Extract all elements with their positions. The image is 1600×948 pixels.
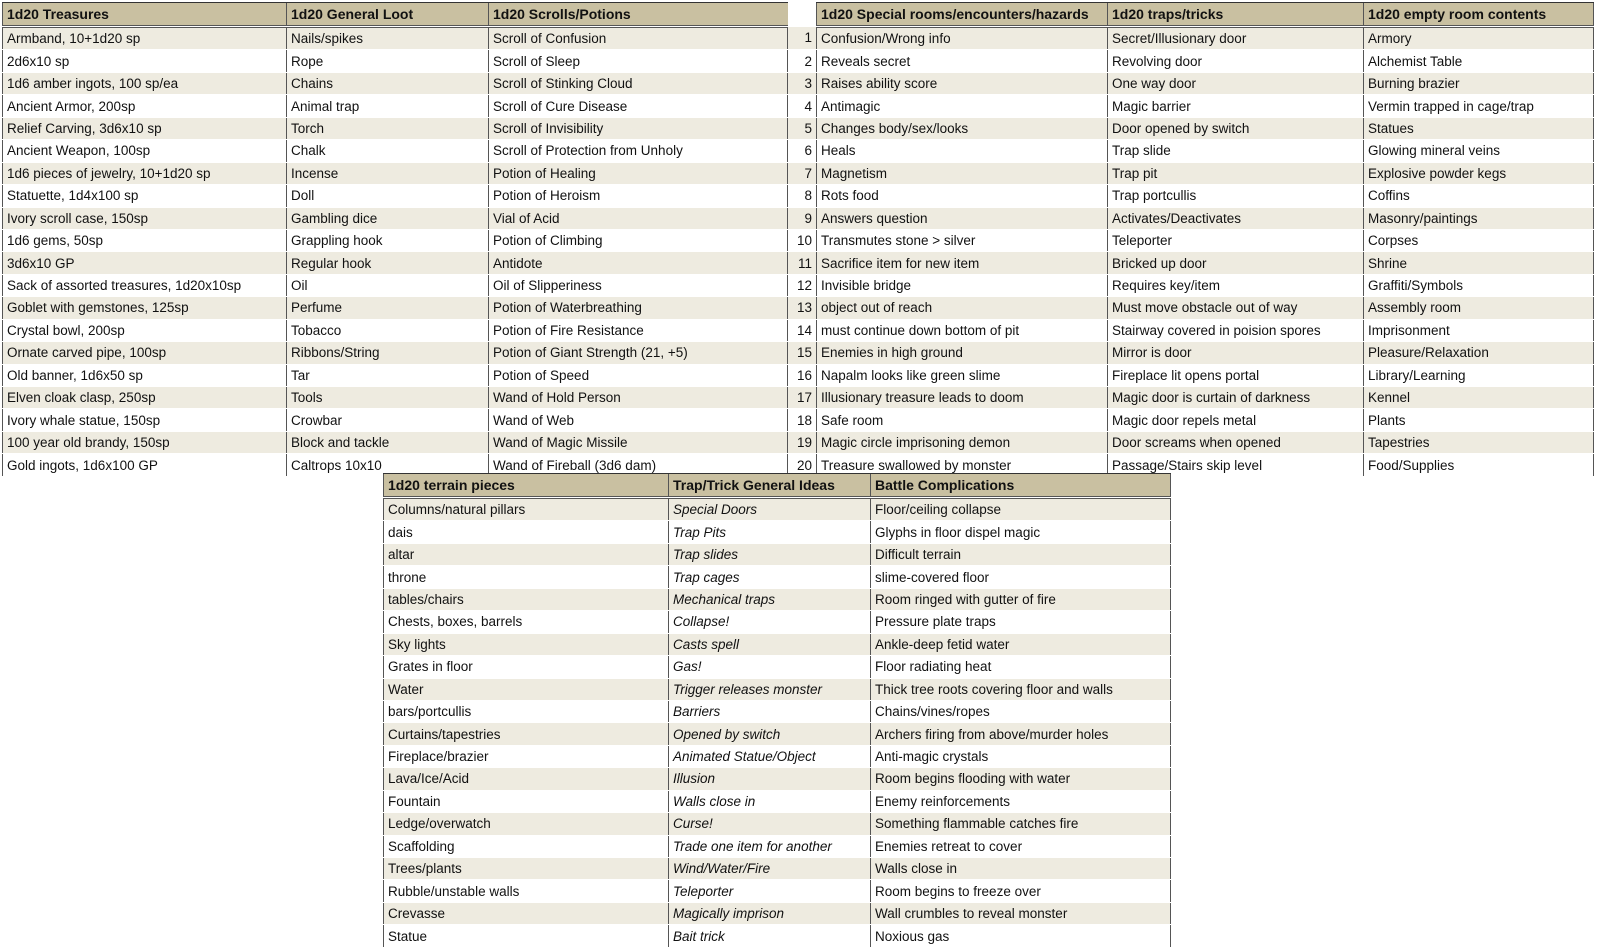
table-cell: Wind/Water/Fire [669,858,871,880]
table-row [384,566,1171,588]
table-row [3,342,1594,364]
table-cell: Ancient Weapon, 100sp [3,140,287,162]
table-cell: Rubble/unstable walls [384,880,669,902]
table-cell: Perfume [287,297,489,319]
table-row [384,588,1171,610]
table-row [384,768,1171,790]
table-cell: Magically imprison [669,902,871,924]
table-cell: Answers question [817,207,1108,229]
table-cell: Wand of Magic Missile [489,431,788,453]
table-cell: Passage/Stairs skip level [1108,454,1364,476]
table-row [3,409,1594,431]
table-cell: Ribbons/String [287,342,489,364]
table-cell: Relief Carving, 3d6x10 sp [3,117,287,139]
table-cell: Illusionary treasure leads to doom [817,387,1108,409]
table-cell: Trap slide [1108,140,1364,162]
table-cell: Glyphs in floor dispel magic [871,521,1171,543]
table-cell: Scroll of Cure Disease [489,95,788,117]
table-cell: Potion of Heroism [489,185,788,207]
table-cell: Anti-magic crystals [871,745,1171,767]
table-cell: Room begins flooding with water [871,768,1171,790]
table-cell: 2d6x10 sp [3,50,287,72]
table-row [3,297,1594,319]
table-row [3,50,1594,72]
table-cell: Wand of Web [489,409,788,431]
table-cell: Animal trap [287,95,489,117]
table-cell: Reveals secret [817,50,1108,72]
table-row [384,745,1171,767]
roll-number: 5 [788,117,817,139]
table-cell: Confusion/Wrong info [817,27,1108,50]
table-cell: Opened by switch [669,723,871,745]
table-row [3,207,1594,229]
table-cell: Trap Pits [669,521,871,543]
table-row [384,543,1171,565]
table-cell: Magnetism [817,162,1108,184]
table-cell: Illusion [669,768,871,790]
table-cell: Casts spell [669,633,871,655]
table-cell: Activates/Deactivates [1108,207,1364,229]
roll-number: 15 [788,342,817,364]
table-cell: Changes body/sex/looks [817,117,1108,139]
table-cell: Ivory scroll case, 150sp [3,207,287,229]
top-column-header [788,3,817,27]
roll-number: 14 [788,319,817,341]
table-cell: Wall crumbles to reveal monster [871,902,1171,924]
table-cell: Mirror is door [1108,342,1364,364]
table-cell: Requires key/item [1108,274,1364,296]
table-row [384,656,1171,678]
table-cell: Scaffolding [384,835,669,857]
table-cell: Trap cages [669,566,871,588]
table-cell: Goblet with gemstones, 125sp [3,297,287,319]
table-cell: Mechanical traps [669,588,871,610]
table-row [3,72,1594,94]
table-cell: Magic circle imprisoning demon [817,431,1108,453]
table-cell: altar [384,543,669,565]
table-cell: Curse! [669,813,871,835]
table-row [384,925,1171,947]
table-cell: Library/Learning [1364,364,1594,386]
top-column-header: 1d20 traps/tricks [1108,3,1364,27]
table-cell: Trigger releases monster [669,678,871,700]
table-cell: Sky lights [384,633,669,655]
top-random-tables [2,2,1594,477]
table-cell: Pleasure/Relaxation [1364,342,1594,364]
table-row [384,498,1171,521]
table-cell: Ankle-deep fetid water [871,633,1171,655]
table-row [384,700,1171,722]
roll-number: 11 [788,252,817,274]
table-cell: Sacrifice item for new item [817,252,1108,274]
top-column-header: 1d20 Scrolls/Potions [489,3,788,27]
table-cell: Potion of Healing [489,162,788,184]
bottom-header-row [384,474,1171,498]
table-cell: Wand of Hold Person [489,387,788,409]
table-cell: Caltrops 10x10 [287,454,489,476]
table-cell: Teleporter [1108,229,1364,251]
table-cell: Raises ability score [817,72,1108,94]
table-cell: Fireplace/brazier [384,745,669,767]
table-cell: object out of reach [817,297,1108,319]
table-cell: Columns/natural pillars [384,498,669,521]
table-cell: Gambling dice [287,207,489,229]
table-cell: Statuette, 1d4x100 sp [3,185,287,207]
table-cell: Napalm looks like green slime [817,364,1108,386]
table-cell: Old banner, 1d6x50 sp [3,364,287,386]
table-cell: Scroll of Invisibility [489,117,788,139]
table-cell: Difficult terrain [871,543,1171,565]
table-cell: Teleporter [669,880,871,902]
table-cell: Secret/Illusionary door [1108,27,1364,50]
table-row [384,880,1171,902]
table-row [3,431,1594,453]
table-cell: Invisible bridge [817,274,1108,296]
table-row [384,858,1171,880]
bottom-random-tables [383,473,1171,948]
roll-number: 20 [788,454,817,476]
table-cell: Barriers [669,700,871,722]
top-column-header: 1d20 Treasures [3,3,287,27]
table-cell: Animated Statue/Object [669,745,871,767]
table-cell: Statues [1364,117,1594,139]
table-cell: 1d6 gems, 50sp [3,229,287,251]
table-cell: Vermin trapped in cage/trap [1364,95,1594,117]
table-cell: Trade one item for another [669,835,871,857]
top-table-body [3,27,1594,477]
table-cell: Archers firing from above/murder holes [871,723,1171,745]
roll-number: 17 [788,387,817,409]
table-cell: Masonry/paintings [1364,207,1594,229]
table-cell: Transmutes stone > silver [817,229,1108,251]
table-cell: Oil of Slipperiness [489,274,788,296]
table-row [384,633,1171,655]
table-cell: Safe room [817,409,1108,431]
table-cell: Door screams when opened [1108,431,1364,453]
table-row [384,611,1171,633]
table-cell: Rots food [817,185,1108,207]
table-cell: 1d6 amber ingots, 100 sp/ea [3,72,287,94]
table-row [3,27,1594,50]
table-cell: Revolving door [1108,50,1364,72]
bottom-column-header: 1d20 terrain pieces [384,474,669,498]
table-cell: Torch [287,117,489,139]
table-cell: Potion of Waterbreathing [489,297,788,319]
table-cell: Bait trick [669,925,871,947]
table-cell: Trees/plants [384,858,669,880]
table-cell: Fireplace lit opens portal [1108,364,1364,386]
table-cell: slime-covered floor [871,566,1171,588]
table-row [384,835,1171,857]
table-cell: Grappling hook [287,229,489,251]
table-row [384,678,1171,700]
roll-number: 13 [788,297,817,319]
table-cell: Vial of Acid [489,207,788,229]
table-cell: Coffins [1364,185,1594,207]
table-cell: Enemies in high ground [817,342,1108,364]
table-cell: Trap portcullis [1108,185,1364,207]
table-row [3,162,1594,184]
table-cell: Glowing mineral veins [1364,140,1594,162]
roll-number: 7 [788,162,817,184]
table-cell: Magic barrier [1108,95,1364,117]
table-cell: 1d6 pieces of jewelry, 10+1d20 sp [3,162,287,184]
table-cell: Ledge/overwatch [384,813,669,835]
table-cell: Gas! [669,656,871,678]
table-cell: Ornate carved pipe, 100sp [3,342,287,364]
roll-number: 8 [788,185,817,207]
table-cell: Chains [287,72,489,94]
table-cell: Thick tree roots covering floor and walls [871,678,1171,700]
table-cell: Armory [1364,27,1594,50]
roll-number: 19 [788,431,817,453]
table-cell: Collapse! [669,611,871,633]
table-cell: Scroll of Confusion [489,27,788,50]
table-cell: Armband, 10+1d20 sp [3,27,287,50]
table-cell: Regular hook [287,252,489,274]
table-cell: Water [384,678,669,700]
table-cell: Chests, boxes, barrels [384,611,669,633]
table-cell: Enemies retreat to cover [871,835,1171,857]
table-cell: Stairway covered in poision spores [1108,319,1364,341]
table-cell: Magic door repels metal [1108,409,1364,431]
table-cell: Shrine [1364,252,1594,274]
table-cell: Lava/Ice/Acid [384,768,669,790]
table-cell: Magic door is curtain of darkness [1108,387,1364,409]
table-cell: Crowbar [287,409,489,431]
table-cell: dais [384,521,669,543]
table-cell: Corpses [1364,229,1594,251]
table-cell: Tapestries [1364,431,1594,453]
table-row [384,790,1171,812]
bottom-column-header: Trap/Trick General Ideas [669,474,871,498]
table-cell: Crystal bowl, 200sp [3,319,287,341]
table-cell: Walls close in [669,790,871,812]
roll-number: 12 [788,274,817,296]
table-cell: One way door [1108,72,1364,94]
roll-number: 1 [788,27,817,50]
table-cell: Curtains/tapestries [384,723,669,745]
table-cell: Rope [287,50,489,72]
roll-number: 10 [788,229,817,251]
table-cell: Special Doors [669,498,871,521]
table-cell: Burning brazier [1364,72,1594,94]
table-cell: Alchemist Table [1364,50,1594,72]
table-cell: Wand of Fireball (3d6 dam) [489,454,788,476]
table-cell: throne [384,566,669,588]
table-cell: Incense [287,162,489,184]
table-cell: Kennel [1364,387,1594,409]
table-cell: Grates in floor [384,656,669,678]
table-cell: Scroll of Protection from Unholy [489,140,788,162]
table-cell: Trap slides [669,543,871,565]
table-cell: must continue down bottom of pit [817,319,1108,341]
roll-number: 9 [788,207,817,229]
table-cell: Antidote [489,252,788,274]
table-cell: Graffiti/Symbols [1364,274,1594,296]
table-cell: Gold ingots, 1d6x100 GP [3,454,287,476]
table-row [384,902,1171,924]
table-cell: Room begins to freeze over [871,880,1171,902]
roll-number: 16 [788,364,817,386]
table-cell: Floor radiating heat [871,656,1171,678]
table-cell: Heals [817,140,1108,162]
table-row [384,723,1171,745]
top-column-header: 1d20 empty room contents [1364,3,1594,27]
bottom-table-body [384,498,1171,948]
table-cell: Chalk [287,140,489,162]
table-cell: Fountain [384,790,669,812]
table-row [3,95,1594,117]
table-cell: Doll [287,185,489,207]
roll-number: 6 [788,140,817,162]
table-row [3,185,1594,207]
bottom-column-header: Battle Complications [871,474,1171,498]
table-cell: Pressure plate traps [871,611,1171,633]
table-cell: Explosive powder kegs [1364,162,1594,184]
table-cell: bars/portcullis [384,700,669,722]
table-cell: Antimagic [817,95,1108,117]
table-cell: Noxious gas [871,925,1171,947]
table-cell: Statue [384,925,669,947]
table-cell: Oil [287,274,489,296]
table-cell: Tools [287,387,489,409]
table-cell: 100 year old brandy, 150sp [3,431,287,453]
table-row [3,387,1594,409]
table-cell: Potion of Giant Strength (21, +5) [489,342,788,364]
table-row [3,319,1594,341]
table-cell: Enemy reinforcements [871,790,1171,812]
roll-number: 3 [788,72,817,94]
table-cell: Something flammable catches fire [871,813,1171,835]
table-cell: Potion of Fire Resistance [489,319,788,341]
table-row [3,140,1594,162]
table-cell: Door opened by switch [1108,117,1364,139]
table-row [3,229,1594,251]
table-cell: Block and tackle [287,431,489,453]
table-cell: Plants [1364,409,1594,431]
table-cell: Potion of Climbing [489,229,788,251]
table-row [3,252,1594,274]
table-row [3,274,1594,296]
table-row [3,117,1594,139]
table-cell: Tobacco [287,319,489,341]
table-cell: Treasure swallowed by monster [817,454,1108,476]
table-cell: Crevasse [384,902,669,924]
top-header-row [3,3,1594,27]
table-cell: Trap pit [1108,162,1364,184]
table-row [3,364,1594,386]
table-cell: Scroll of Sleep [489,50,788,72]
table-cell: Walls close in [871,858,1171,880]
table-cell: 3d6x10 GP [3,252,287,274]
table-cell: Bricked up door [1108,252,1364,274]
top-column-header: 1d20 Special rooms/encounters/hazards [817,3,1108,27]
table-cell: Elven cloak clasp, 250sp [3,387,287,409]
table-cell: Sack of assorted treasures, 1d20x10sp [3,274,287,296]
table-cell: Imprisonment [1364,319,1594,341]
table-cell: Food/Supplies [1364,454,1594,476]
roll-number: 18 [788,409,817,431]
roll-number: 4 [788,95,817,117]
table-row [384,521,1171,543]
table-cell: Must move obstacle out of way [1108,297,1364,319]
table-cell: Potion of Speed [489,364,788,386]
table-cell: Tar [287,364,489,386]
table-cell: tables/chairs [384,588,669,610]
table-cell: Room ringed with gutter of fire [871,588,1171,610]
top-column-header: 1d20 General Loot [287,3,489,27]
table-cell: Ivory whale statue, 150sp [3,409,287,431]
table-cell: Ancient Armor, 200sp [3,95,287,117]
roll-number: 2 [788,50,817,72]
table-cell: Chains/vines/ropes [871,700,1171,722]
table-row [384,813,1171,835]
table-cell: Assembly room [1364,297,1594,319]
table-cell: Nails/spikes [287,27,489,50]
table-cell: Scroll of Stinking Cloud [489,72,788,94]
table-cell: Floor/ceiling collapse [871,498,1171,521]
